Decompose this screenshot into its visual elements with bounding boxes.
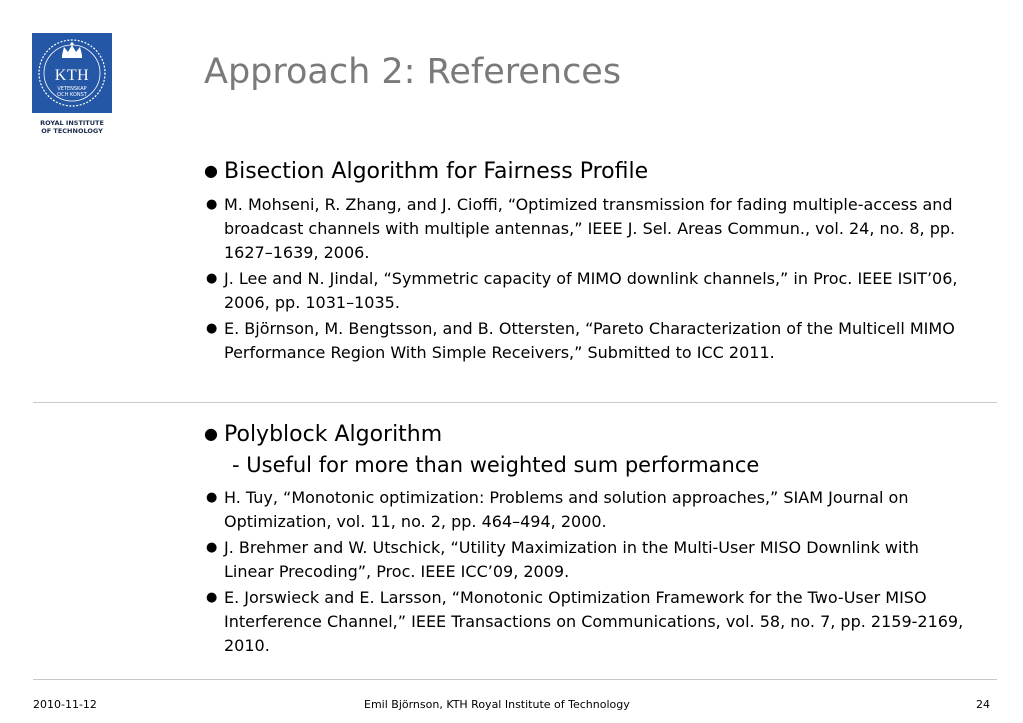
logo-caption-line1: ROYAL INSTITUTE bbox=[40, 119, 104, 127]
kth-logo bbox=[32, 33, 114, 137]
reference-item bbox=[204, 317, 969, 365]
bullet-icon: ● bbox=[206, 540, 218, 555]
footer-divider bbox=[33, 679, 997, 680]
reference-list bbox=[204, 486, 994, 658]
page-title: Approach 2: References bbox=[204, 52, 622, 92]
section-polyblock bbox=[204, 419, 994, 660]
reference-item bbox=[204, 486, 969, 534]
reference-text: M. Mohseni, R. Zhang, and J. Cioffi, “Optimized transmission for fading multiple-access and broadcast channels with multiple antennas,” IEEE J. Sel. Areas Commun., vol. 24, no. 8, pp. 1627–1639, 2006. bbox=[224, 195, 956, 262]
bullet-icon: ● bbox=[206, 271, 218, 286]
bullet-icon: ● bbox=[206, 490, 218, 505]
footer-date: 2010-11-12 bbox=[33, 698, 97, 711]
bullet-icon: ● bbox=[206, 197, 218, 212]
section-heading bbox=[204, 419, 994, 450]
section-bisection bbox=[204, 156, 994, 367]
reference-item bbox=[204, 536, 969, 584]
emblem-subtext: VETENSKAP OCH KONST bbox=[57, 86, 87, 98]
footer-author: Emil Björnson, KTH Royal Institute of Technology bbox=[364, 698, 630, 711]
heading-text: Bisection Algorithm for Fairness Profile bbox=[224, 159, 649, 184]
section-subheading: - Useful for more than weighted sum performance bbox=[232, 453, 760, 477]
reference-item bbox=[204, 586, 969, 658]
bullet-icon: ● bbox=[206, 590, 218, 605]
heading-text: Polyblock Algorithm bbox=[224, 422, 443, 447]
reference-text: J. Lee and N. Jindal, “Symmetric capacity of MIMO downlink channels,” in Proc. IEEE ISIT’06, 2006, pp. 1031–1035. bbox=[224, 269, 958, 312]
reference-text: J. Brehmer and W. Utschick, “Utility Maximization in the Multi-User MISO Downlink with Linear Precoding”, Proc. IEEE ICC’09, 2009. bbox=[224, 538, 919, 581]
reference-text: E. Björnson, M. Bengtsson, and B. Ottersten, “Pareto Characterization of the Multicell MIMO Performance Region With Simple Receivers,” Submitted to ICC 2011. bbox=[224, 319, 955, 362]
section-divider bbox=[33, 402, 997, 403]
logo-caption bbox=[32, 119, 112, 135]
reference-item bbox=[204, 267, 969, 315]
section-heading bbox=[204, 156, 994, 187]
reference-text: E. Jorswieck and E. Larsson, “Monotonic Optimization Framework for the Two-User MISO Interference Channel,” IEEE Transactions on Communications, vol. 58, no. 7, pp. 2159-2169, 2010. bbox=[224, 588, 964, 655]
bullet-icon: ● bbox=[206, 321, 218, 336]
kth-emblem bbox=[32, 33, 112, 113]
reference-text: H. Tuy, “Monotonic optimization: Problems and solution approaches,” SIAM Journal on Optimization, vol. 11, no. 2, pp. 464–494, 2000. bbox=[224, 488, 909, 531]
emblem-text: KTH bbox=[54, 67, 90, 84]
logo-caption-line2: OF TECHNOLOGY bbox=[41, 127, 103, 135]
bullet-icon: ● bbox=[204, 161, 218, 180]
bullet-icon: ● bbox=[204, 424, 218, 443]
reference-list bbox=[204, 193, 994, 365]
reference-item bbox=[204, 193, 969, 265]
footer-page-number: 24 bbox=[976, 698, 990, 711]
